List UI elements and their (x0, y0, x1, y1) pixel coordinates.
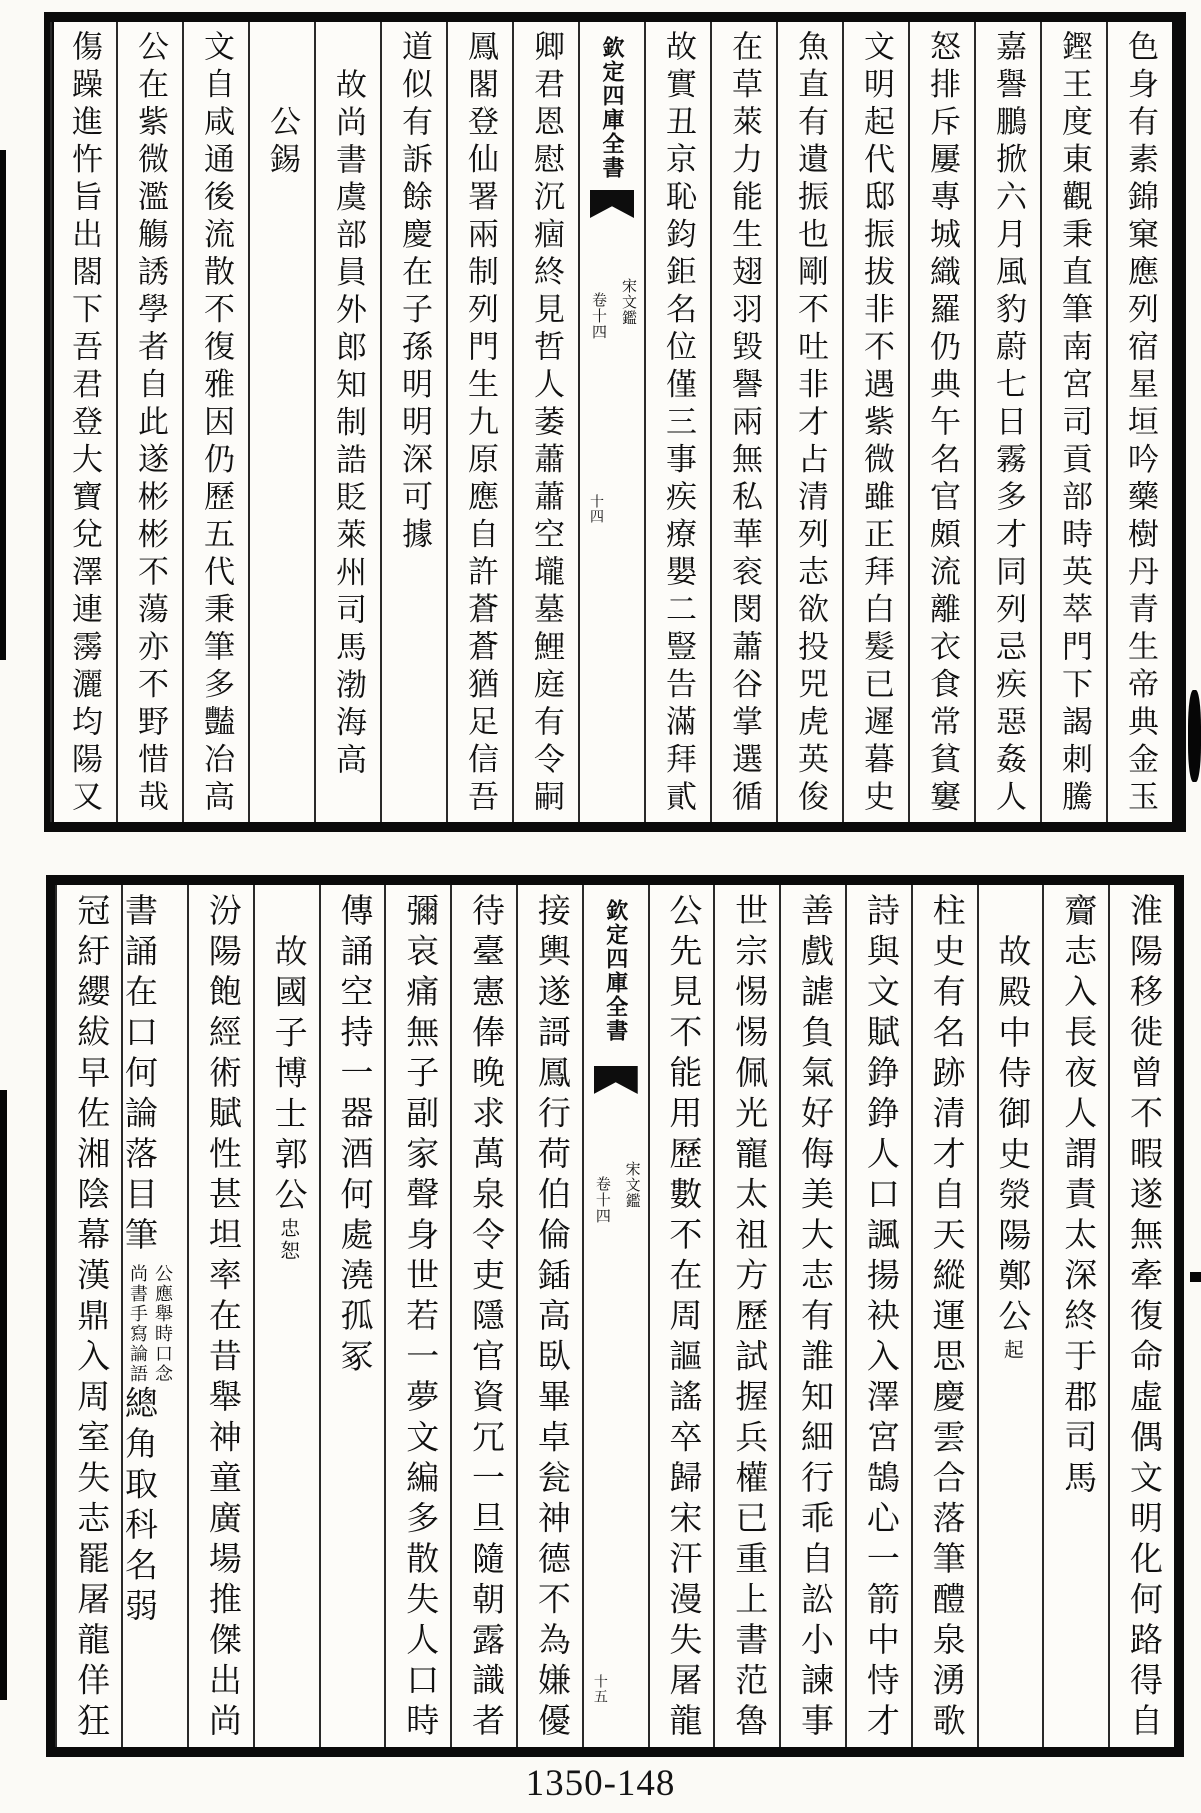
column-text: 公先見不能用歷數不在周謳謠卒歸宋汗漫失屠龍 (664, 893, 701, 1744)
folio-number: 十五 (591, 1673, 607, 1704)
column-text: 淮陽移徙曾不暇遂無牽復命虛偶文明化何路得自 (1125, 893, 1161, 1744)
book-title: 欽定四庫全書 (603, 899, 629, 1043)
fishtail-icon (590, 190, 634, 218)
note-line-right: 公應舉時口念 (153, 1263, 174, 1384)
column-text: 傷躁進忤旨出閤下吾君登大寶兌澤連霶灑均陽又 (67, 30, 102, 818)
text-column (644, 22, 710, 822)
text-column (1040, 22, 1106, 822)
poem-title-column (314, 22, 380, 822)
text-column (1108, 885, 1174, 1747)
text-column (516, 885, 582, 1747)
text-column (648, 885, 714, 1747)
column-text: 接輿遂謌鳳行荷伯倫鍤高臥畢卓瓮神德不為嫌優 (532, 893, 569, 1744)
text-column (450, 885, 516, 1747)
column-text: 文自咸通後流散不復雅因仍歷五代秉筆多豔冶高 (199, 30, 234, 818)
column-text: 冠紆纓紱早佐湘陰幕漢鼎入周室失志罷屠龍佯狂 (72, 893, 109, 1744)
plate-number: 1350-148 (525, 1763, 676, 1804)
text-column (911, 885, 977, 1747)
banxin-column (578, 22, 644, 822)
banxin-column (582, 885, 648, 1747)
column-text: 魚直有遺振也剛不吐非才占清列志欲投兕虎英俊 (793, 30, 828, 818)
work-title: 宋文鑑 (623, 1160, 640, 1209)
column-text: 卿君恩慰沉痼終見哲人萎蕭蕭空壠墓鯉庭有令嗣 (529, 30, 564, 818)
bottom-page-block (46, 875, 1184, 1757)
column-text: 鳳閣登仙署兩制列門生九原應自許蒼蒼猶足信吾 (463, 30, 498, 818)
columns-area (56, 885, 1174, 1747)
text-column (845, 885, 911, 1747)
text-column (319, 885, 385, 1747)
column-text: 故實丑京恥鈞鉅名位僅三事疾療嬰二豎告滿拜貳 (661, 30, 696, 818)
note-line-left: 尚書手寫論語 (128, 1263, 149, 1384)
poem-title-column (248, 22, 314, 822)
column-text: 汾陽飽經術賦性甚坦率在昔舉神童廣場推傑出尚 (203, 893, 240, 1744)
column-text: 世宗惕惕佩光寵太祖方歷試握兵權已重上書范魯 (730, 893, 767, 1744)
column-text: 公錫 (265, 105, 300, 180)
column-text: 故尚書虞部員外郎知制誥貶萊州司馬渤海高 (331, 67, 366, 780)
poem-title-column (253, 885, 319, 1747)
column-text: 嘉譽鵬掀六月風豹蔚七日霧多才同列忌疾惡姦人 (991, 30, 1026, 818)
column-text: 怒排斥屢專城織羅仍典午名官頗流離衣食常貧窶 (925, 30, 960, 818)
column-text: 書誦在口何論落目筆 (120, 893, 157, 1258)
column-text: 善戲謔負氣好侮美大志有誰知細行乖自訟小諫事 (796, 893, 833, 1744)
column-text: 詩與文賦錚錚人口諷揚袂入澤宮鵠心一箭中恃才 (861, 893, 898, 1744)
text-column (842, 22, 908, 822)
column-text: 待臺憲俸晚求萬泉令吏隱官資冗一旦隨朝露識者 (467, 893, 504, 1744)
poem-title-column (977, 885, 1043, 1747)
text-column (512, 22, 578, 822)
column-text: 齎志入長夜人謂責太深終于郡司馬 (1059, 893, 1096, 1501)
work-title: 宋文鑑 (620, 278, 636, 326)
scan-artifact (1190, 1272, 1201, 1282)
column-text: 鏗王度東觀秉直筆南宮司貢部時英萃門下謁刺騰 (1057, 30, 1092, 818)
folio-number: 十四 (588, 494, 603, 524)
column-text: 故殿中侍御史滎陽鄭公 (993, 933, 1030, 1339)
text-column (116, 22, 182, 822)
text-column (974, 22, 1040, 822)
column-text: 道似有訴餘慶在子孫明明深可據 (397, 30, 432, 555)
column-text: 傳誦空持一器酒何處澆孤冢 (335, 893, 372, 1379)
text-column (50, 22, 116, 822)
fishtail-icon (594, 1066, 638, 1094)
book-title: 欽定四庫全書 (600, 36, 625, 180)
chapter-label: 卷十四 (590, 292, 606, 341)
column-text: 公在紫微濫觴誘學者自此遂彬彬不蕩亦不野惜哉 (133, 30, 168, 818)
text-column (1042, 885, 1108, 1747)
text-column (710, 22, 776, 822)
person-name-small: 起 (1000, 1338, 1023, 1362)
chapter-label: 卷十四 (593, 1176, 610, 1225)
column-text: 在草萊力能生翅羽毀譽兩無私華衮閔蕭谷掌選循 (727, 30, 762, 818)
text-column (384, 885, 450, 1747)
text-column (380, 22, 446, 822)
column-text: 故國子博士郭公 (269, 933, 306, 1218)
text-column (1106, 22, 1172, 822)
column-text: 彌哀痛無子副家聲身世若一夢文編多散失人口時 (401, 893, 438, 1744)
columns-area (54, 22, 1172, 822)
scan-artifact (0, 150, 6, 660)
column-text: 柱史有名跡清才自天縱運思慶雲合落筆醴泉湧歌 (927, 893, 964, 1744)
text-column (776, 22, 842, 822)
column-text: 色身有素錦窠應列宿星垣吟藥樹丹青生帝典金玉 (1123, 30, 1158, 818)
text-column (779, 885, 845, 1747)
column-text: 總角取科名弱 (120, 1385, 157, 1629)
interlinear-note (122, 1264, 172, 1384)
scan-artifact (0, 1090, 7, 1700)
text-column (182, 22, 248, 822)
column-text: 文明起代邸振拔非不遇紫微雖正拜白髮已遲暮史 (859, 30, 894, 818)
text-column (121, 885, 187, 1747)
text-column (446, 22, 512, 822)
text-column (187, 885, 253, 1747)
text-column (908, 22, 974, 822)
scan-artifact (1188, 690, 1201, 782)
text-column (55, 885, 121, 1747)
top-page-block (44, 12, 1186, 832)
text-column (713, 885, 779, 1747)
person-name-small: 忠恕 (276, 1217, 299, 1263)
